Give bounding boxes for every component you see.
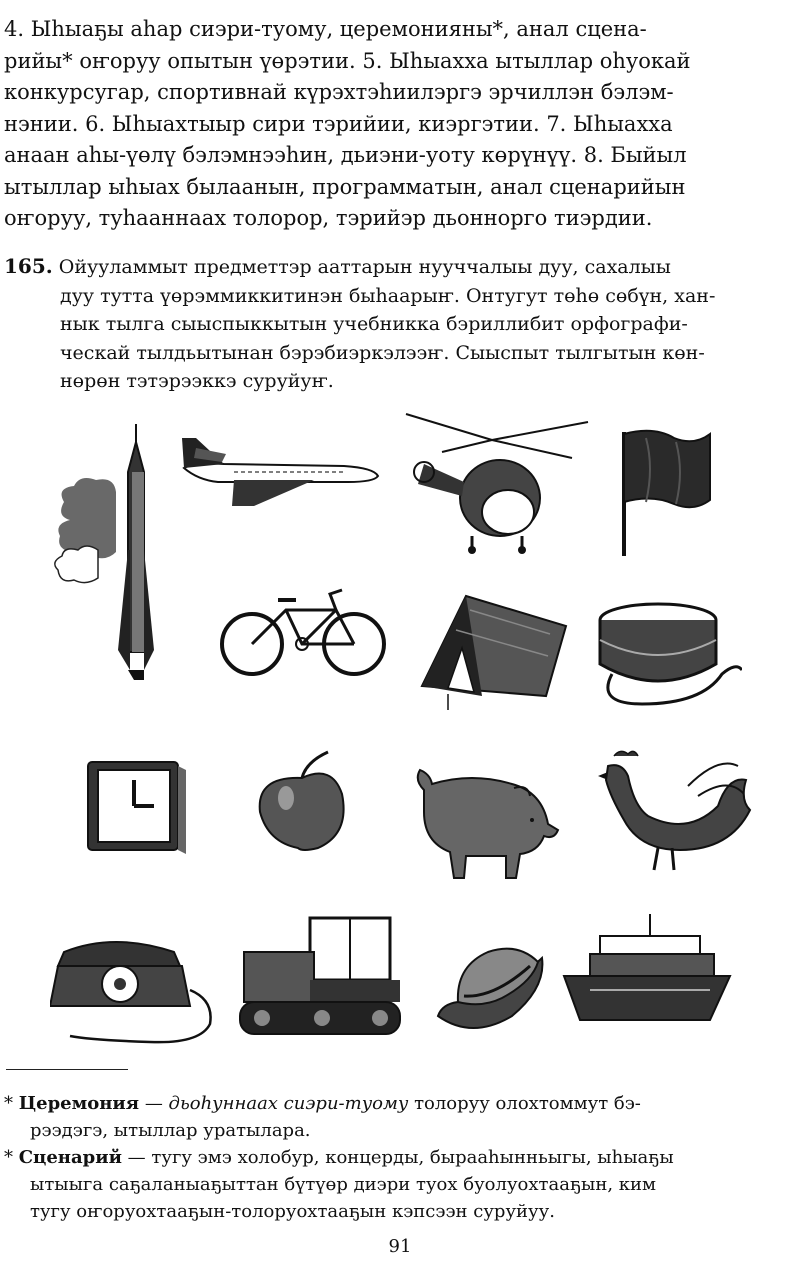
footnote-italic: дьоһуннаах сиэри-туому — [168, 1093, 409, 1114]
footnote-ceremony — [4, 1090, 796, 1144]
ship-icon — [560, 912, 736, 1028]
bicycle-icon — [218, 584, 388, 682]
clock-icon — [84, 758, 188, 858]
footnote-rest: тугу эмэ холобур, концерды, бырааһынньыгы, ыһыаҕы — [151, 1147, 674, 1168]
footnote-rest: толоруу олохтоммут бэ- — [408, 1093, 641, 1114]
exercise-line: нык тылга сыыспыккытын учебникка бэриллибит орфографи- — [60, 313, 688, 335]
telephone-icon — [50, 930, 218, 1046]
footnote-marker: * — [4, 1093, 13, 1114]
footnote-term: Сценарий — [18, 1147, 122, 1168]
footnote-marker: * — [4, 1147, 13, 1168]
exercise-165 — [4, 252, 796, 396]
rooster-icon — [588, 746, 752, 880]
footnote-dash: — — [121, 1147, 152, 1168]
hat-icon — [434, 936, 546, 1036]
exercise-number: 165. — [4, 254, 53, 278]
helicopter-icon — [402, 408, 592, 556]
page-number: 91 — [388, 1236, 412, 1257]
flag-icon — [616, 424, 716, 560]
airplane-icon — [174, 428, 380, 510]
picture-grid — [0, 400, 800, 1040]
footnote-line: ытыыга саҕаланыаҕыттан бүтүөр диэри туох буолуохтааҕын, ким — [30, 1174, 657, 1195]
intro-line: нэнии. 6. Ыһыахтыыр сири тэрийии, киэргэтии. 7. Ыһыахха — [4, 111, 673, 136]
rocket-icon — [50, 420, 160, 685]
exercise-text: Ойууламмыт предметтэр ааттарын нууччалыы дуу, сахалыы — [52, 256, 671, 278]
drum-icon — [592, 600, 742, 710]
footnote-term: Церемония — [18, 1093, 140, 1114]
intro-line: конкурсугар, спортивнай күрэхтэһиилэргэ эрчиллэн бэлэм- — [4, 80, 674, 104]
tractor-icon — [236, 912, 406, 1042]
exercise-line: дуу тутта үөрэммиккитинэн быһаарыҥ. Онтугут төһө сөбүн, хан- — [60, 284, 716, 307]
footnote-scenario — [4, 1144, 796, 1225]
intro-line: оҥоруу, туһааннаах толорор, тэрийэр дьоннорго тиэрдии. — [4, 206, 653, 230]
apple-icon — [254, 750, 350, 854]
intro-paragraph — [4, 14, 794, 235]
footnote-divider — [6, 1069, 128, 1070]
footnote-line — [4, 1144, 796, 1171]
footnote-dash: — — [139, 1093, 169, 1114]
pig-icon — [404, 760, 564, 880]
intro-line: анаан аһы-үөлү бэлэмнээһин, дьиэни-уоту көрүнүү. 8. Быйыл — [4, 143, 687, 167]
exercise-line: нөрөн тэтэрээккэ суруйуҥ. — [60, 370, 334, 392]
intro-line: 4. Ыһыаҕы аһар сиэри-туому, церемонияны*, анал сцена- — [4, 17, 647, 41]
intro-line: ытыллар ыһыах былаанын, программатын, анал сценарийын — [4, 174, 686, 199]
exercise-line: ческай тылдьытынан бэрэбиэркэлээҥ. Сыыспыт тылгытын көн- — [60, 341, 705, 364]
tent-icon — [408, 590, 580, 714]
footnote-line — [4, 1090, 796, 1117]
footnote-line: тугу оҥоруохтааҕын-толоруохтааҕын кэпсээн суруйуу. — [30, 1201, 555, 1222]
footnote-line: рээдэгэ, ытыллар уратылара. — [30, 1120, 311, 1141]
exercise-line — [4, 252, 796, 282]
intro-line: рийы* оҥоруу опытын үөрэтии. 5. Ыһыахха ытыллар оһуокай — [4, 48, 691, 73]
